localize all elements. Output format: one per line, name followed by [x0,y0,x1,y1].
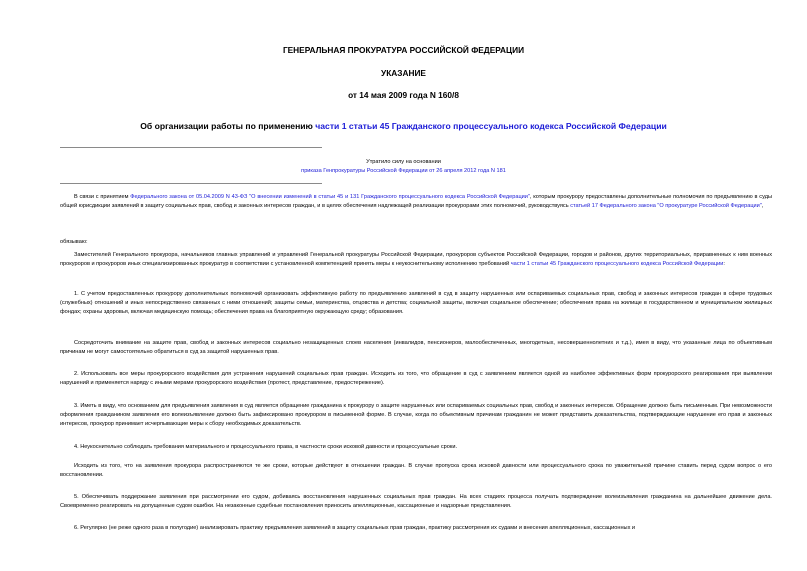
paragraph-1-focus-text: Сосредоточить внимание на защите прав, свобод и законных интересов социально незащищенных слоев населения (инвалидов, пенсионеров, малообеспеченных, многодетных, несовершеннолетних и т.д.), имея в виду, что указанные лица по объективным причинам не могут самостоятельно обратиться в суд за защитой нарушенных прав. [60,340,772,356]
intro-text-c: , [761,203,764,210]
paragraph-4-terms-text: Исходить из того, что на заявления прокурора распространяются те же сроки, которые действуют в отношении граждан. В случае пропуска срока исковой давности или процессуального срока по уважительной причине ставить перед судом вопрос о его восстановлении. [60,463,772,479]
paragraph-4 [60,443,772,452]
paragraph-1-text: 1. С учетом предоставленных прокурору дополнительных полномочий организовать эффективную работу по предъявлению заявлений в суд в защиту нарушенных или оспариваемых социальных прав, свобод и законных интересов граждан в сфере трудовых (служебных) отношений и иных непосредственно связанных с ними отношений; защиты семьи, материнства, отцовства и детства; социальной защиты, включая социальное обеспечение; обеспечения права на жилище в государственном и муниципальном жилищных фондах; охраны здоровья, включая медицинскую помощь; обеспечения права на благоприятную окружающую среду; образования. [60,291,772,316]
paragraph-5-text: 5. Обеспечивать поддержание заявления при рассмотрении его судом, добиваясь восстановления нарушенных социальных прав граждан. На всех стадиях процесса получать подтверждение волеизъявления гражданина на дальнейшее движение дела. Своевременно реагировать на допущенные судом ошибки. На незаконные судебные постановления приносить апелляционные, кассационные и надзорные представления. [60,494,772,510]
repeal-order-link[interactable]: приказа Генпрокуратуры Российской Федерации от 26 апреля 2012 года N 181 [301,168,506,174]
separator-top [60,147,322,148]
issuing-organization: ГЕНЕРАЛЬНАЯ ПРОКУРАТУРА РОССИЙСКОЙ ФЕДЕРАЦИИ [282,45,525,55]
paragraph-1 [60,290,772,318]
paragraph-4-text: 4. Неукоснительно соблюдать требования материального и процессуального права, в частности сроки исковой давности и процессуальные сроки. [74,444,458,450]
title-law-link[interactable]: части 1 статьи 45 Гражданского процессуального кодекса Российской Федерации [315,121,667,131]
paragraph-3-text: 3. Иметь в виду, что основанием для предъявления заявления в суд является обращение гражданина к прокурору о защите нарушенных или оспариваемых социальных прав, свобод и законных интересов. Обращение должно быть письменным. При невозможности оформления гражданином заявления его волеизъявление должно быть зафиксировано прокурором в письменной форме. В случае, когда по объективным причинам гражданин не может представить доказательства, подтверждающие нарушение его прав и законных интересов, прокурор принимает исчерпывающие меры к сбору необходимых доказательств. [60,403,772,428]
paragraph-2 [60,370,772,388]
paragraph-4-terms [60,462,772,480]
intro-text-b: , которым прокурору предоставлены дополнительные полномочия по предъявлению в суды общей юрисдикции заявлений в защиту социальных прав, свобод и законных интересов граждан, и в целях обеспечения надлежащей реализации прокурорами этих полномочий, руководствуясь [60,194,772,210]
status-note: Утратило силу на основании [366,159,441,165]
paragraph-2-text: 2. Использовать все меры прокурорского воздействия для устранения нарушений социальных прав граждан. Исходить из того, что обращение в суд с заявлением является одной из наиболее эффективных форм прокурорского реагирования при выявлении нарушений и применяется наряду с иными мерами прокурорского воздействия (протест, представление, предостережение). [60,371,772,387]
prosecutor-law-article17-link[interactable]: статьей 17 Федерального закона "О прокуратуре Российской Федерации" [570,203,762,210]
addressees-text: Заместителей Генерального прокурора, начальников главных управлений и управлений Генеральной прокуратуры Российской Федерации, прокуроров субъектов Российской Федерации, городов и районов, других территориальных, приравненных к ним военных прокуроров и прокуроров иных специализированных прокуратур в соответствии с установленной компетенцией принять меры к неукоснительному исполнению требований [60,252,772,268]
intro-text-a: В связи с принятием [74,194,131,200]
document-type: УКАЗАНИЕ [381,68,426,78]
paragraph-5 [60,493,772,511]
document-date-number: от 14 мая 2009 года N 160/8 [348,90,459,100]
paragraph-addressees [60,251,772,269]
civil-code-article45-link[interactable]: части 1 статьи 45 Гражданского процессуального кодекса Российской Федерации [510,261,724,268]
paragraph-intro [60,193,772,211]
paragraph-3 [60,402,772,430]
separator-bottom [60,183,322,184]
addressees-text-end: : [723,261,725,268]
paragraph-6-text: 6. Регулярно (не реже одного раза в полугодие) анализировать практику предъявления заявлений в защиту социальных прав граждан, практику рассмотрения их судами и внесения апелляционных, кассационных и [74,525,636,531]
status-link-line [0,167,807,175]
paragraph-6 [60,524,772,536]
title-text: Об организации работы по применению [140,121,316,131]
federal-law-43fz-link[interactable]: Федерального закона от 05.04.2009 N 43-ФЗ "О внесении изменений в статьи 45 и 131 Гражданского процессуального кодекса Российской Федерации" [130,194,530,200]
obliges-line: обязываю: [60,239,88,245]
document-title [0,121,807,131]
paragraph-1-focus [60,339,772,357]
